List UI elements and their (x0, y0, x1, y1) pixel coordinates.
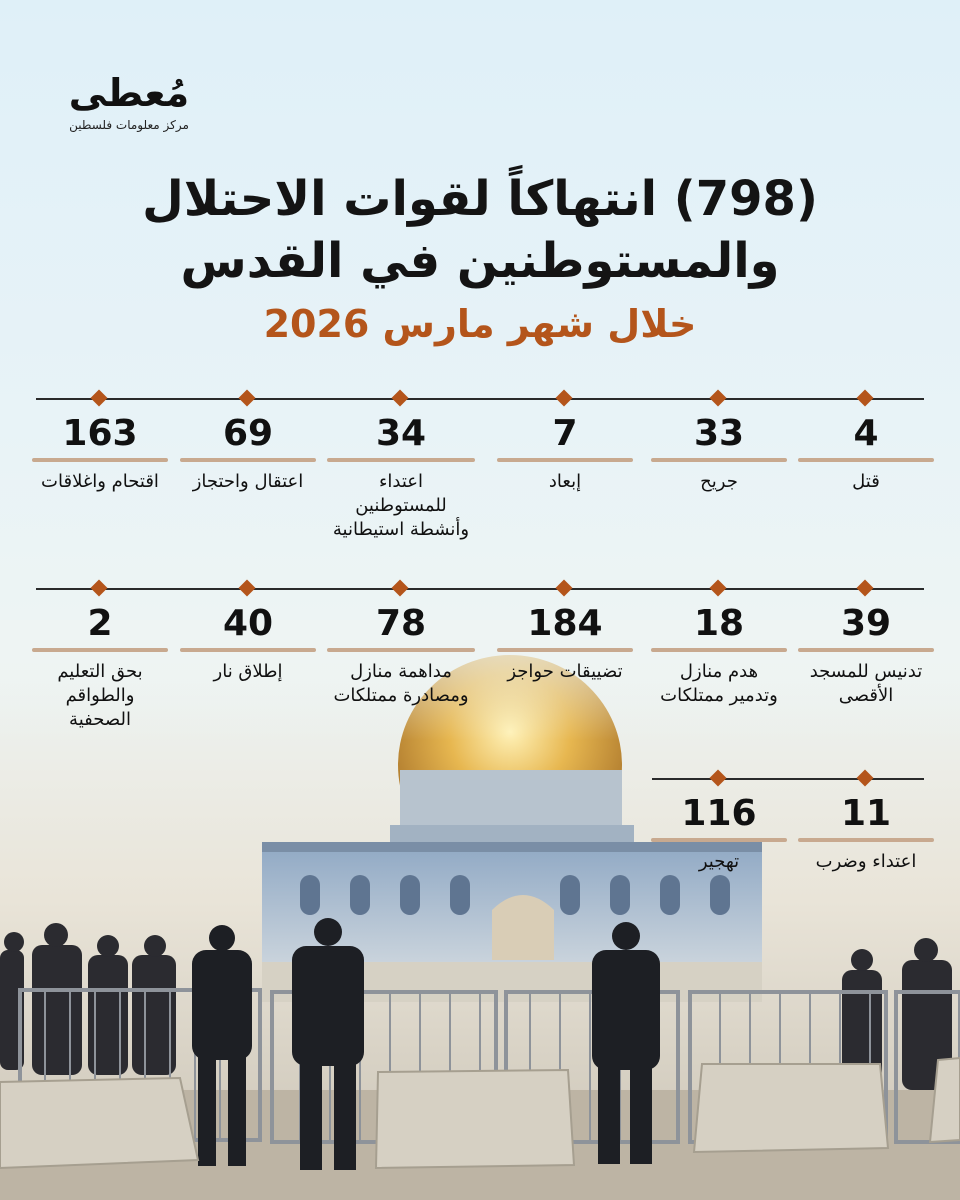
diamond-marker-icon (857, 580, 874, 597)
stat-label: تضييقات حواجز (507, 661, 623, 682)
title-line-3: خلال شهر مارس 2026 (263, 302, 697, 346)
title-line-2: والمستوطنين في القدس (180, 233, 780, 289)
stat-value: 163 (62, 413, 138, 454)
stat-education-press (32, 590, 168, 732)
stat-label: اعتداء وضرب (815, 851, 917, 872)
stat-underline (32, 458, 168, 462)
diamond-marker-icon (556, 580, 573, 597)
logo-tagline: مركز معلومات فلسطين (69, 118, 189, 132)
stat-underline (798, 458, 934, 462)
stat-underline (180, 458, 316, 462)
page-title (80, 168, 880, 352)
stat-label: بحق التعليم والطواقم الصحفية (57, 661, 143, 730)
diamond-marker-icon (392, 580, 409, 597)
stat-label: قتل (852, 471, 880, 492)
stat-arrests (180, 400, 316, 494)
stat-underline (497, 648, 633, 652)
stat-deportation (497, 400, 633, 494)
stat-label: اعتداء للمستوطنين وأنشطة استيطانية (332, 471, 470, 540)
stat-killed (798, 400, 934, 494)
logo-name: مُعطى (68, 71, 190, 115)
stat-label: اقتحام واغلاقات (41, 471, 159, 492)
stat-label: إبعاد (548, 471, 582, 492)
stat-shooting (180, 590, 316, 684)
stat-value: 40 (222, 603, 274, 644)
stat-label: تدنيس للمسجد الأقصى (809, 661, 923, 706)
stat-settler-attacks (327, 400, 475, 542)
diamond-marker-icon (91, 580, 108, 597)
stat-value: 33 (693, 413, 745, 454)
diamond-marker-icon (239, 390, 256, 407)
stat-displacement (651, 780, 787, 874)
stat-underline (327, 648, 475, 652)
stat-house-raids (327, 590, 475, 708)
stat-raids-closures (32, 400, 168, 494)
diamond-marker-icon (710, 390, 727, 407)
stat-underline (651, 838, 787, 842)
diamond-marker-icon (710, 580, 727, 597)
stat-underline (651, 648, 787, 652)
stat-value: 11 (840, 793, 892, 834)
stat-value: 39 (840, 603, 892, 644)
stat-underline (651, 458, 787, 462)
stat-underline (32, 648, 168, 652)
stat-label: هدم منازل وتدمير ممتلكات (660, 661, 778, 706)
stat-underline (798, 648, 934, 652)
stat-assault (798, 780, 934, 874)
stat-label: اعتقال واحتجاز (192, 471, 304, 492)
diamond-marker-icon (556, 390, 573, 407)
stat-label: مداهمة منازل ومصادرة ممتلكات (333, 661, 469, 706)
diamond-marker-icon (239, 580, 256, 597)
diamond-marker-icon (392, 390, 409, 407)
title-line-1: (798) انتهاكاً لقوات الاحتلال (142, 171, 818, 227)
stat-underline (327, 458, 475, 462)
logo (64, 72, 194, 132)
stat-wounded (651, 400, 787, 494)
stat-checkpoints (497, 590, 633, 684)
timeline-line-2 (36, 588, 924, 590)
stat-label: جريح (700, 471, 738, 492)
stat-demolitions (651, 590, 787, 708)
diamond-marker-icon (857, 390, 874, 407)
stat-value: 18 (693, 603, 745, 644)
stat-underline (497, 458, 633, 462)
stat-value: 2 (87, 603, 113, 644)
stat-value: 34 (375, 413, 427, 454)
stat-value: 184 (527, 603, 603, 644)
stat-value: 69 (222, 413, 274, 454)
stat-value: 116 (681, 793, 757, 834)
timeline-line-1 (36, 398, 924, 400)
stat-label: تهجير (698, 851, 740, 872)
stat-aqsa-desecration (798, 590, 934, 708)
diamond-marker-icon (91, 390, 108, 407)
stat-underline (180, 648, 316, 652)
stat-value: 78 (375, 603, 427, 644)
stat-value: 7 (552, 413, 578, 454)
stat-underline (798, 838, 934, 842)
stat-label: إطلاق نار (213, 661, 283, 682)
stat-value: 4 (853, 413, 879, 454)
